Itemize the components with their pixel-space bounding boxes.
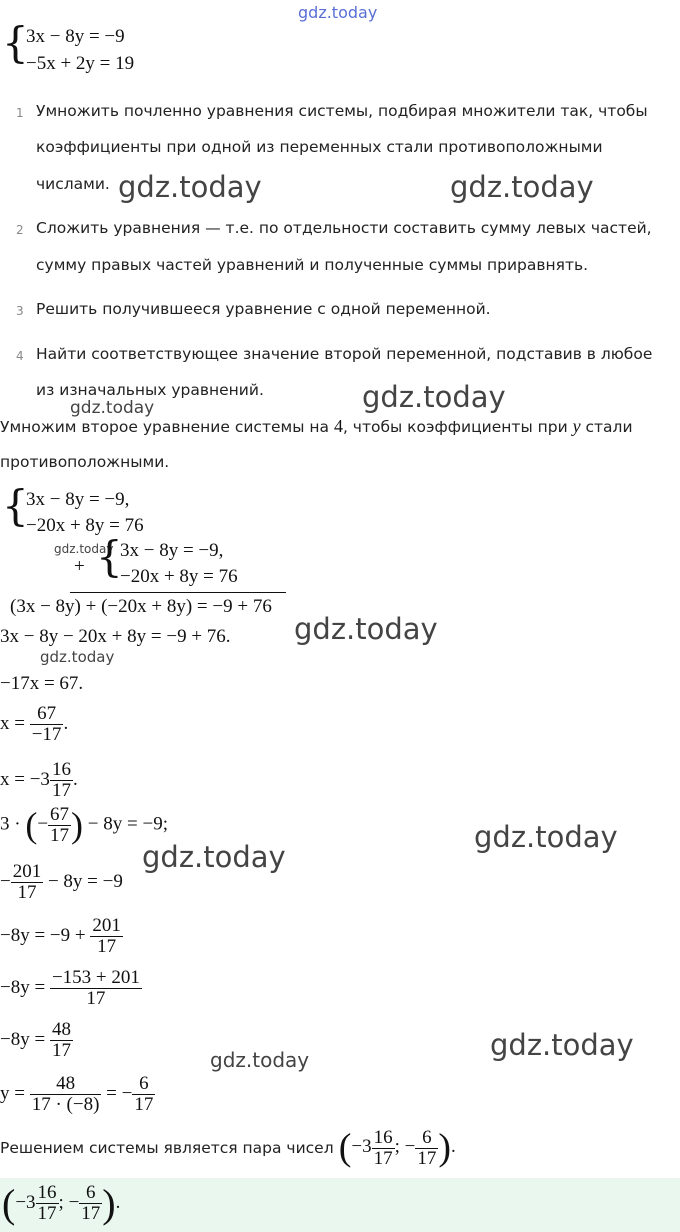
- intro-part: стали: [580, 418, 633, 436]
- solution-line: 3x − 8y − 20x + 8y = −9 + 76.: [0, 626, 231, 647]
- numerator: 16: [373, 1126, 393, 1148]
- fraction: [372, 1128, 395, 1169]
- fraction: [50, 968, 142, 1009]
- numerator: 201: [12, 861, 42, 882]
- math-text: −3: [15, 1191, 36, 1213]
- watermark: gdz.today: [70, 398, 155, 418]
- watermark: gdz.today: [210, 1048, 310, 1072]
- denominator: 17: [81, 1203, 101, 1224]
- step-number: 4: [16, 349, 24, 363]
- conclusion: [0, 1126, 456, 1170]
- math-text: −8y =: [0, 1028, 46, 1050]
- paren: ): [71, 805, 84, 845]
- numerator: 201: [92, 915, 121, 936]
- solution-line: [0, 760, 78, 801]
- step-text: Найти соответствующее значение второй переменной, подставив в любое: [36, 345, 653, 363]
- watermark: gdz.today: [118, 170, 262, 204]
- addition-brace: {: [96, 532, 123, 581]
- fraction: [30, 704, 64, 745]
- denominator: 17 · (−8): [31, 1093, 100, 1115]
- numerator: −153 + 201: [51, 967, 140, 988]
- numerator: 48: [51, 1019, 71, 1040]
- intro-text: [0, 416, 633, 437]
- watermark: gdz.today: [298, 3, 378, 22]
- denominator: 17: [373, 1147, 393, 1169]
- paren: ): [438, 1127, 452, 1169]
- numerator: 6: [86, 1182, 96, 1204]
- watermark: gdz.today: [474, 820, 618, 854]
- math-text: − 8y = −9;: [87, 813, 168, 835]
- numerator: 16: [37, 1182, 57, 1204]
- denominator: 17: [37, 1203, 57, 1224]
- addition-eq1: 3x − 8y = −9,: [120, 540, 224, 561]
- intro-part: , чтобы коэффициенты при: [342, 418, 573, 436]
- math-text: ; −: [394, 1136, 416, 1158]
- denominator: 17: [51, 1039, 71, 1061]
- fraction: [48, 805, 71, 846]
- math-text: 3 ·: [0, 813, 21, 835]
- numerator: 48: [56, 1073, 76, 1094]
- paren: (: [338, 1127, 352, 1169]
- fraction: [50, 760, 73, 801]
- step-text: числами.: [36, 175, 110, 193]
- solution-line: [0, 968, 142, 1009]
- fraction: [50, 1020, 73, 1061]
- fraction: [30, 1074, 102, 1115]
- step-text: Умножить почленно уравнения системы, подбирая множители так, чтобы: [36, 102, 648, 120]
- denominator: 17: [417, 1147, 437, 1169]
- step-text: коэффициенты при одной из переменных стали противоположными: [36, 138, 603, 156]
- math-text: −: [0, 870, 11, 892]
- math-text: .: [115, 1191, 121, 1213]
- watermark: gdz.today: [490, 1028, 634, 1062]
- solution-line: [0, 862, 123, 903]
- system-eq1: 3x − 8y = −9: [26, 26, 125, 47]
- paren: ): [102, 1181, 116, 1226]
- solution-line: −17x = 67.: [0, 673, 84, 694]
- denominator: 17: [51, 779, 71, 801]
- intro-var: y: [572, 416, 581, 436]
- solution-line: [0, 1074, 155, 1115]
- math-text: = −: [106, 1082, 133, 1104]
- watermark: gdz.today: [362, 380, 506, 414]
- paren: (: [25, 805, 38, 845]
- system-brace: {: [2, 18, 29, 67]
- math-text: .: [451, 1136, 456, 1158]
- solution-line: [0, 1020, 73, 1061]
- addition-rule: [70, 592, 286, 593]
- answer-math: [2, 1180, 120, 1227]
- intro-text: противоположными.: [0, 453, 170, 471]
- conclusion-math: [338, 1126, 456, 1169]
- math-text: .: [63, 712, 69, 734]
- solution-line: [0, 916, 123, 957]
- system-eq2: −5x + 2y = 19: [26, 53, 135, 74]
- step-text: Решить получившееся уравнение с одной переменной.: [36, 300, 491, 318]
- step-number: 2: [16, 223, 24, 237]
- paren: (: [2, 1181, 16, 1226]
- denominator: 17: [50, 988, 142, 1009]
- watermark: gdz.today: [142, 840, 286, 874]
- numerator: 67: [50, 803, 70, 825]
- fraction: [79, 1183, 102, 1224]
- intro-part: Умножим второе уравнение системы на: [0, 418, 334, 436]
- watermark: gdz.today: [54, 542, 114, 556]
- numerator: 6: [139, 1073, 149, 1094]
- watermark: gdz.today: [450, 170, 594, 204]
- fraction: [415, 1128, 438, 1169]
- math-text: .: [72, 768, 78, 790]
- watermark: gdz.today: [40, 648, 115, 666]
- math-text: x =: [0, 712, 25, 734]
- step-text: Сложить уравнения — т.е. по отдельности составить сумму левых частей,: [36, 219, 652, 237]
- denominator: 17: [50, 824, 70, 846]
- system2-eq2: −20x + 8y = 76: [26, 515, 144, 536]
- watermark: [0, 0, 5, 1]
- numerator: 67: [37, 703, 57, 724]
- answer-box: [0, 1178, 680, 1232]
- denominator: 17: [90, 936, 123, 957]
- numerator: 16: [51, 759, 71, 780]
- system2-brace: {: [2, 481, 29, 530]
- numerator: 6: [422, 1126, 432, 1148]
- step-number: 3: [16, 304, 24, 318]
- math-text: −8y =: [0, 976, 46, 998]
- addition-eq2: −20x + 8y = 76: [120, 566, 238, 587]
- denominator: 17: [11, 882, 44, 903]
- step-text: сумму правых частей уравнений и полученные суммы приравнять.: [36, 256, 589, 274]
- conclusion-text: Решением системы является пара чисел: [0, 1139, 334, 1157]
- math-text: −3: [351, 1136, 372, 1158]
- math-text: y =: [0, 1082, 25, 1104]
- fraction: [11, 862, 44, 903]
- denominator: 17: [134, 1093, 154, 1115]
- math-text: ; −: [58, 1191, 80, 1213]
- addition-sum: (3x − 8y) + (−20x + 8y) = −9 + 76: [10, 596, 272, 617]
- step-text: из изначальных уравнений.: [36, 381, 264, 399]
- step-number: 1: [16, 106, 24, 120]
- intro-factor: 4: [333, 416, 343, 436]
- addition-plus: +: [74, 556, 85, 577]
- denominator: −17: [31, 723, 62, 745]
- fraction: [132, 1074, 155, 1115]
- fraction: [36, 1183, 59, 1224]
- fraction: [90, 916, 123, 957]
- solution-line: [0, 704, 68, 745]
- watermark: gdz.today: [294, 612, 438, 646]
- math-text: x = −3: [0, 768, 50, 790]
- system2-eq1: 3x − 8y = −9,: [26, 489, 130, 510]
- math-text: −: [37, 813, 49, 835]
- math-text: −8y = −9 +: [0, 924, 86, 946]
- math-text: − 8y = −9: [47, 870, 123, 892]
